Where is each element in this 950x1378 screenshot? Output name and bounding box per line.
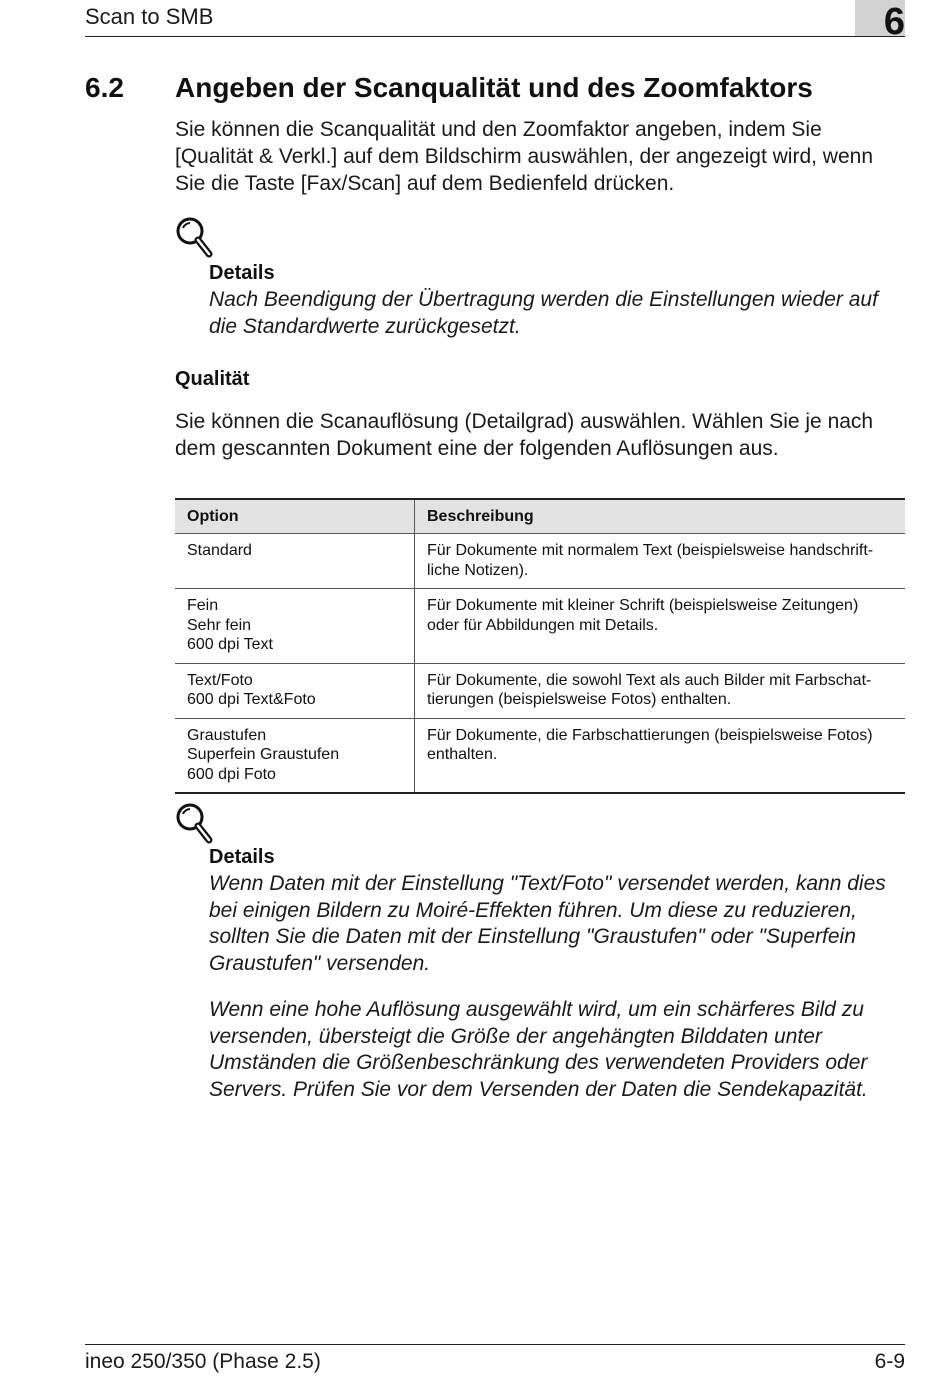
table-row <box>175 663 905 718</box>
resolution-options-table <box>175 498 905 794</box>
option-name: 600 dpi Text <box>187 636 273 653</box>
details-note-moire: Wenn Daten mit der Einstellung "Text/Foto" versendet werden, kann dies bei einigen Bildern zu Moiré-Effekten führen. Um diese zu reduzieren, sollten Sie die Daten mit der Einstellung "Graustufen" oder "Superfein Graustufen" versenden. <box>209 872 886 975</box>
details-label: Details <box>209 262 275 284</box>
option-name: Fein <box>187 597 219 614</box>
details-label: Details <box>209 846 275 868</box>
column-header-description: Beschreibung <box>415 499 906 534</box>
table-row <box>175 534 905 589</box>
option-name: Superfein Graustufen <box>187 746 340 763</box>
option-name: Text/Foto <box>187 671 253 689</box>
option-cell <box>175 589 415 664</box>
chapter-number: 6 <box>883 1 905 43</box>
section-number: 6.2 <box>85 72 124 103</box>
option-cell <box>175 534 415 589</box>
description-cell: Für Dokumente, die Farbschattierungen (beispielsweise Fotos) enthalten. <box>427 726 873 763</box>
option-name: Sehr fein <box>187 616 252 634</box>
column-header-option: Option <box>175 499 415 534</box>
option-cell <box>175 663 415 718</box>
magnifier-icon <box>175 216 215 260</box>
quality-paragraph: Sie können die Scanauflösung (Detailgrad) auswählen. Wählen Sie je nach dem gescannten Dokument eine der folgenden Auflösungen aus. <box>175 410 874 460</box>
description-cell: Für Dokumente mit normalem Text (beispielsweise handschrift-liche Notizen). <box>415 534 906 589</box>
details-note: Nach Beendigung der Übertragung werden die Einstellungen wieder auf die Standardwerte zurückgesetzt. <box>209 288 878 338</box>
description-cell: Für Dokumente mit kleiner Schrift (beispielsweise Zeitungen) oder für Abbildungen mit Details. <box>415 589 906 664</box>
option-name: 600 dpi Foto <box>187 765 276 783</box>
magnifier-icon <box>175 802 215 846</box>
table-header-row <box>175 499 905 534</box>
intro-paragraph: Sie können die Scanqualität und den Zoomfaktor angeben, indem Sie [Qualität & Verkl.] auf dem Bildschirm auswählen, der angezeigt wird, wenn Sie die Taste [Fax/Scan] auf dem Bedienfeld drücken. <box>175 118 874 195</box>
footer-divider <box>85 1344 905 1345</box>
option-name: Standard <box>187 542 252 559</box>
header-divider <box>85 36 905 37</box>
footer-page-number: 6-9 <box>874 1350 905 1373</box>
table-row <box>175 718 905 793</box>
description-cell: Für Dokumente, die sowohl Text als auch Bilder mit Farbschat-tierungen (beispielsweise Fotos) enthalten. <box>415 663 906 718</box>
details-note-size-limit: Wenn eine hohe Auflösung ausgewählt wird, um ein schärferes Bild zu versenden, übersteigt die Größe der angehängten Bilddaten unter Umständen die Größenbeschränkung des verwendeten Providers oder Servers. Prüfen Sie vor dem Versenden der Daten die Sendekapazität. <box>209 998 868 1101</box>
chapter-tab <box>855 0 905 43</box>
footer-product-name: ineo 250/350 (Phase 2.5) <box>85 1350 321 1373</box>
table-row <box>175 589 905 664</box>
quality-heading: Qualität <box>175 368 250 390</box>
option-name: 600 dpi Text&Foto <box>187 691 316 708</box>
option-cell <box>175 718 415 793</box>
option-name: Graustufen <box>187 726 267 744</box>
running-title: Scan to SMB <box>85 4 214 29</box>
section-title: Angeben der Scanqualität und des Zoomfaktors <box>175 72 813 103</box>
